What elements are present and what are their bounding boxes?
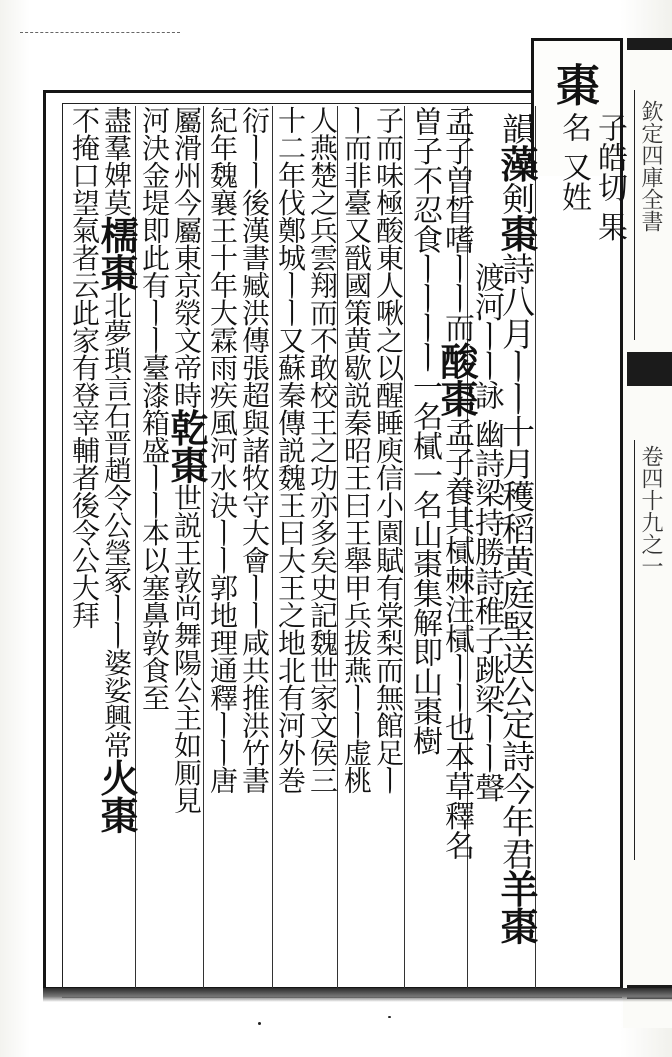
text-column-3 bbox=[434, 106, 479, 991]
column-text: 曽子不忍食ㅣㅣ bbox=[407, 106, 442, 313]
entry-headword: 藻 bbox=[494, 144, 539, 182]
column-text: 衍ㅣㅣ後漢書臧洪傳張超與諸牧守大會ㅣㅣ咸共推洪竹書 bbox=[238, 106, 271, 794]
edge-text-lower: 卷四十九之一 bbox=[638, 445, 663, 577]
text-column-7 bbox=[306, 106, 338, 991]
column-text: 望氣者云此家有登宰輔者後令公大拜 bbox=[68, 188, 101, 629]
entry-headword: 酸棗 bbox=[434, 342, 479, 417]
column-text: ㅣ而非臺又戩國策黄歇説秦昭王曰王舉甲兵拔燕ㅣㅣ虚桃 bbox=[340, 106, 373, 794]
column-text: 不掩口 bbox=[68, 106, 101, 189]
column-text: 詩八月ㅣㅣ十月穫稻黄庭堅送公定詩今年君 bbox=[497, 252, 536, 870]
edge-bar-top bbox=[627, 38, 672, 50]
entry-headword: 乾棗 bbox=[164, 408, 209, 484]
ink-speck bbox=[258, 1022, 261, 1025]
heading-note-1: 子皓切 果 bbox=[592, 112, 627, 242]
entry-headword: 火棗 bbox=[94, 758, 139, 834]
edge-rule-lower bbox=[634, 440, 635, 860]
text-column-6 bbox=[340, 106, 372, 991]
column-text: 盡羣婢莫 bbox=[100, 106, 133, 216]
column-text: 北夢瑣言石晋趙令公瑩冢ㅣㅣ婆娑興常 bbox=[100, 291, 133, 759]
text-column-12 bbox=[138, 106, 170, 991]
column-text: 剣 bbox=[497, 182, 536, 215]
text-column-14 bbox=[68, 106, 100, 991]
column-text: 屬滑州今屬東京滎文帝時 bbox=[170, 106, 203, 409]
column-rule bbox=[203, 106, 204, 991]
text-column-11 bbox=[164, 106, 209, 991]
text-column-5 bbox=[372, 106, 404, 991]
edge-text-upper: 欽定四庫全書 bbox=[638, 100, 663, 232]
text-column-13 bbox=[94, 106, 139, 991]
text-column-9 bbox=[238, 106, 270, 991]
entry-headword: 羊棗 bbox=[494, 869, 539, 945]
entry-headword: 檽棗 bbox=[94, 216, 139, 291]
heading-character: 棗 bbox=[556, 61, 600, 112]
column-text: 人燕楚之兵雲翔而不敢校王之功亦多矣史記魏世家文侯三 bbox=[306, 106, 339, 794]
column-text: 子而味極酸東人啾之以醒睡庾信小園賦有棠梨而無館足ㅣ bbox=[372, 106, 405, 794]
column-text: 漆箱盛ㅣㅣ本以塞鼻敦食至 bbox=[138, 381, 171, 711]
heading-note-2: 名 又姓 bbox=[556, 112, 591, 212]
column-text: ㅣㅣ一名樲一名山棗集解即山棗樹 bbox=[407, 312, 442, 755]
ink-speck bbox=[388, 1016, 391, 1018]
column-text: 紀年魏襄王十年大霖雨疾風河水決ㅣㅣ郭地理通釋ㅣㅣ唐 bbox=[206, 106, 239, 794]
column-text: 河決金堤即此有ㅣㅣ臺 bbox=[138, 106, 171, 381]
column-text: 十二年伐鄭城ㅣㅣ又蘇秦傳説魏王曰大王之地北有河外巻 bbox=[274, 106, 307, 794]
column-text: 韻 bbox=[497, 112, 536, 145]
column-text: 孟子曽晳嗜ㅣㅣ而 bbox=[439, 106, 474, 342]
text-column-10 bbox=[206, 106, 238, 991]
edge-bar-fishtail bbox=[627, 352, 672, 386]
edge-rule-upper bbox=[634, 90, 635, 340]
column-rule bbox=[272, 106, 273, 991]
column-text: 世説王敦尚舞陽公主如厠見 bbox=[170, 483, 203, 814]
text-column-4 bbox=[408, 106, 440, 991]
bottom-page-shadow bbox=[43, 988, 672, 1002]
column-text: 渡河ㅣㅣ詠 幽詩梁持勝詩稚子跳梁ㅣㅣ聲 bbox=[469, 262, 504, 803]
text-column-8 bbox=[274, 106, 306, 991]
column-text: 孟子養其樲棘注樲ㅣㅣ也本草釋名 bbox=[439, 417, 474, 860]
top-margin-mark bbox=[20, 32, 180, 39]
entry-headword: 棗 bbox=[494, 214, 539, 252]
